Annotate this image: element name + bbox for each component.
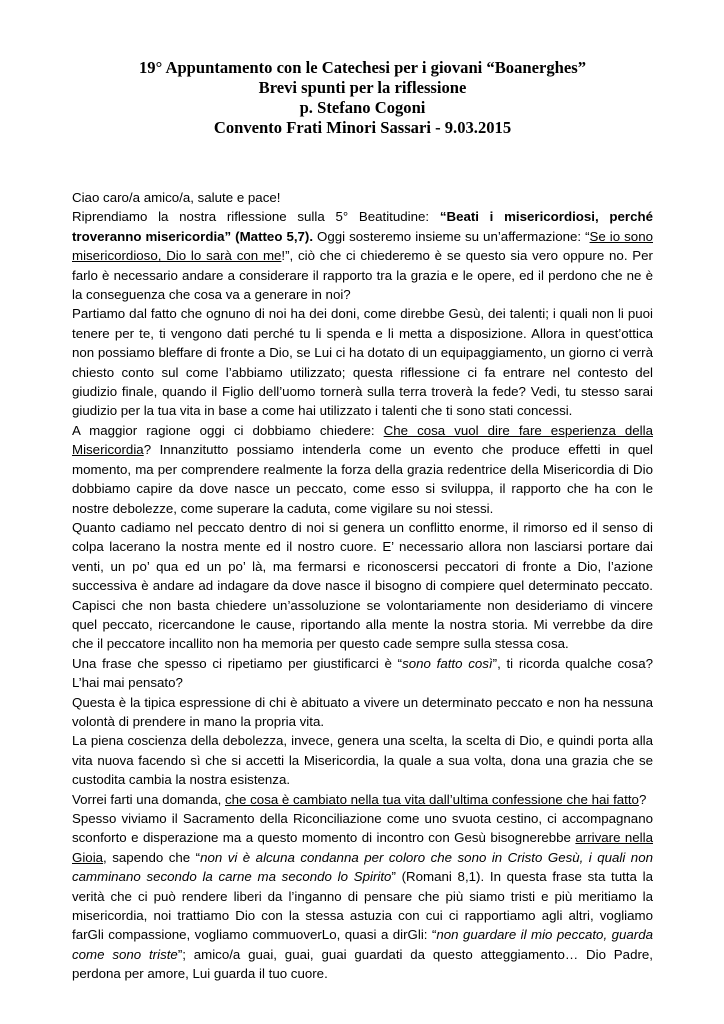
text-run: Riprendiamo la nostra riflessione sulla 5° Beatitudine:: [72, 209, 440, 225]
header-author: p. Stefano Cogoni: [299, 98, 426, 117]
text-run: !”, ciò che ci chiederemo è se questo sia vero oppure no. Per farlo è necessario andare a considerare il rapporto tra la grazia e le opere, ed il perdono che ne è la conseguenza che cosa va a generare in noi?: [72, 248, 653, 303]
beatitude-quote: “Beati i misericordiosi, perché troveranno misericordia” (Matteo 5,7).: [72, 209, 653, 244]
underlined-question: che cosa è cambiato nella tua vita dall’ultima confessione che hai fatto: [225, 791, 639, 807]
paragraph-7: Questa è la tipica espressione di chi è abituato a vivere un determinato peccato e non ha nessuna volontà di prendere in mano la propria vita.: [72, 694, 653, 729]
text-run: Una frase che spesso ci ripetiamo per giustificarci è “: [72, 655, 403, 671]
italic-scripture-quote: non vi è alcuna condanna per coloro che sono in Cristo Gesù, i quali non camminano secondo la carne ma secondo lo Spirito: [72, 849, 653, 885]
text-run: ? Innanzitutto possiamo intenderla come un evento che produce effetti in quel momento, ma per comprendere realmente la forza della grazia redentrice della Misericordia di Dio dobbiamo capire da dove nasce un peccato, come esso si sviluppa, il rapporto che ha con le nostre debolezze, come superare la caduta, come vigilare su noi stessi.: [72, 442, 653, 516]
paragraph-9: [72, 790, 653, 809]
header-title: 19° Appuntamento con le Catechesi per i giovani “Boanerghes”: [139, 58, 586, 77]
underlined-phrase: arrivare nella Gioia: [72, 830, 653, 865]
italic-quote: non guardare il mio peccato, guarda come sono triste: [72, 927, 653, 962]
paragraph-4: [72, 421, 653, 518]
text-run: Oggi sosteremo insieme su un’affermazione: “: [313, 228, 590, 244]
text-run: ?: [638, 791, 647, 807]
italic-phrase: sono fatto così: [402, 655, 493, 671]
header-subtitle: Brevi spunti per la riflessione: [258, 78, 467, 97]
text-run: A maggior ragione oggi ci dobbiamo chiedere:: [72, 422, 384, 438]
text-run: , sapendo che “: [103, 849, 201, 865]
paragraph-5: Quanto cadiamo nel peccato dentro di noi si genera un conflitto enorme, il rimorso ed il senso di colpa lacerano la nostra mente ed il nostro cuore. E’ necessario allora non lasciarsi portare dai venti, un po’ qua ed un po’ là, ma fermarsi e riconoscersi peccatori di fronte a Dio, l’azione successiva è andare ad indagare da dove nasce il bisogno di compiere quel determinato peccato. Capisci che non basta chiedere un’assoluzione se volontariamente non desideriamo di vincere quel peccato, ricercandone le cause, riportando alla mente la nostra storia. Mi verrebbe da dire che il peccatore incallito non ha memoria per questo cade sempre sulla stessa cosa.: [72, 519, 653, 652]
paragraph-2: [72, 207, 653, 304]
document-body: [72, 188, 653, 984]
underlined-affirmation: Se io sono misericordioso, Dio lo sarà con me: [72, 228, 653, 264]
paragraph-6: [72, 654, 653, 693]
document-header: [72, 58, 653, 138]
underlined-question: Che cosa vuol dire fare esperienza della Misericordia: [72, 422, 653, 458]
paragraph-3: Partiamo dal fatto che ognuno di noi ha dei doni, come direbbe Gesù, dei talenti; i quali non li puoi tenere per te, ti vengono dati perché tu li spenda e li metta a disposizione. Allora in quest’ottica non possiamo bleffare di fronte a Dio, se Lui ci ha dotato di un equipaggiamento, un giorno ci verrà chiesto conto sul come l’abbiamo utilizzato; questa riflessione ci fa entrare nel contesto del giudizio finale, quando il Figlio dell’uomo tornerà sulla terra troverà la fede? Vedi, tu stesso sarai giudizio per la tua vita in base a come hai utilizzato i talenti che ti sono stati concessi.: [72, 306, 653, 419]
text-run: ” (Romani 8,1). In questa frase sta tutta la verità che ci può rendere liberi da l’inganno di pensare che più siamo tristi e più meritiamo la misericordia, noi trattiamo Dio con la stessa astuzia con cui ci rapportiamo agli altri, vogliamo farGli compassione, vogliamo commuoverLo, quasi a dirGli: “: [72, 869, 653, 943]
paragraph-greeting: Ciao caro/a amico/a, salute e pace!: [72, 190, 281, 205]
text-run: Vorrei farti una domanda,: [72, 791, 226, 807]
paragraph-10: [72, 809, 653, 984]
header-location-date: Convento Frati Minori Sassari - 9.03.2015: [213, 118, 512, 137]
text-run: ”, ti ricorda qualche cosa? L’hai mai pensato?: [72, 655, 653, 691]
paragraph-8: La piena coscienza della debolezza, invece, genera una scelta, la scelta di Dio, e quindi porta alla vita nuova facendo sì che si accetti la Misericordia, la quale a sua volta, dona una grazia che se custodita cambia la nostra esistenza.: [72, 733, 653, 788]
text-run: ”; amico/a guai, guai, guai guardati da questo atteggiamento… Dio Padre, perdona per amore, Lui guarda il tuo cuore.: [72, 946, 653, 982]
text-run: Spesso viviamo il Sacramento della Riconciliazione come uno svuota cestino, ci accompagnano sconforto e disperazione ma a questo momento di incontro con Gesù bisognerebbe: [72, 811, 653, 846]
